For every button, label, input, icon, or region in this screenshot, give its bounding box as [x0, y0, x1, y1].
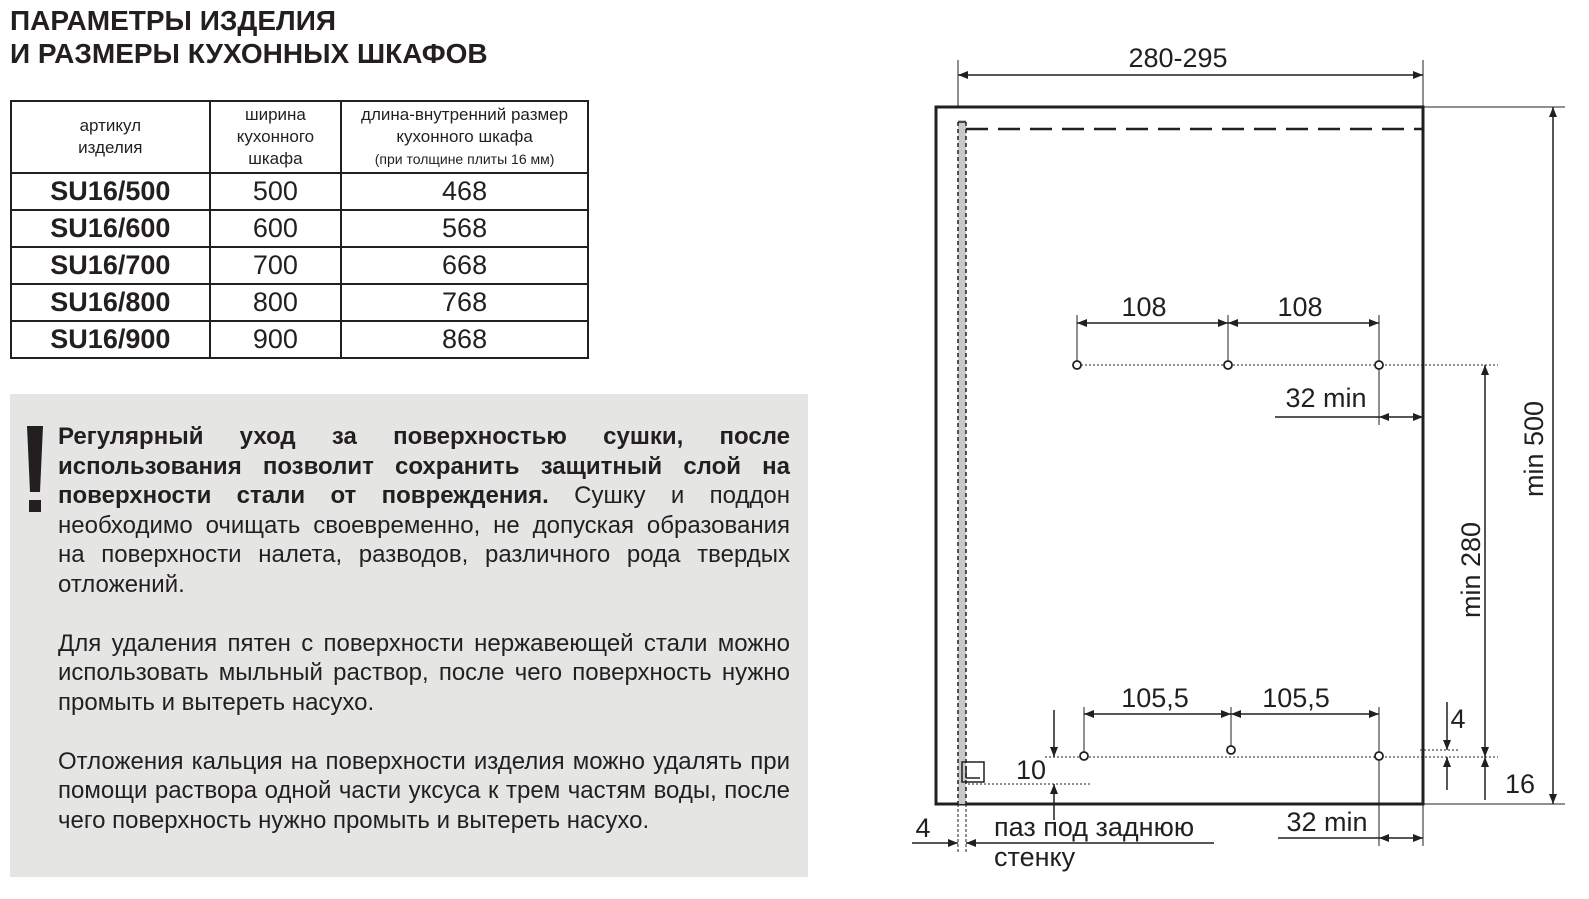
header-inner-size: длина-внутренний размер кухонного шкафа (при толщине плиты 16 мм): [341, 101, 588, 173]
header-article: артикул изделия: [11, 101, 210, 173]
cell-article: SU16/800: [11, 284, 210, 321]
cell-width: 600: [210, 210, 341, 247]
cell-article: SU16/700: [11, 247, 210, 284]
hole-marker: [1227, 746, 1235, 754]
note-paragraph-2: Для удаления пятен с поверхности нержавеющей стали можно использовать мыльный раствор, после чего поверхность нужно промыть и вытереть насухо.: [58, 629, 790, 716]
cell-inner: 568: [341, 210, 588, 247]
cell-width: 900: [210, 321, 341, 358]
dim-upper-right-label: 108: [1277, 292, 1323, 322]
dim-upper-left-label: 108: [1121, 292, 1167, 322]
hole-marker: [1375, 361, 1383, 369]
cell-inner: 868: [341, 321, 588, 358]
note-rest-text: Сушку и поддон необходимо очищать своевременно, не допуская образования на поверхности налета, разводов, различного рода твердых отложений.: [58, 482, 790, 598]
cell-width: 700: [210, 247, 341, 284]
title-line-2: И РАЗМЕРЫ КУХОННЫХ ШКАФОВ: [10, 38, 488, 69]
cell-width: 500: [210, 173, 341, 210]
hole-marker: [1080, 752, 1088, 760]
title-line-1: ПАРАМЕТРЫ ИЗДЕЛИЯ: [10, 5, 336, 36]
dim-4-right-label: 4: [1450, 704, 1466, 734]
cell-article: SU16/600: [11, 210, 210, 247]
dim-lower-min-label: 32 min: [1286, 807, 1368, 837]
dim-4-left-label: 4: [915, 813, 931, 843]
dim-lower-left-label: 105,5: [1121, 683, 1189, 713]
back-panel-groove: [958, 120, 966, 804]
groove-label-line1: паз под заднюю: [994, 812, 1195, 842]
cell-inner: 768: [341, 284, 588, 321]
hole-marker: [1375, 752, 1383, 760]
cell-article: SU16/900: [11, 321, 210, 358]
note-paragraph-3: Отложения кальция на поверхности изделия можно удалять при помощи раствора одной части уксуса к трем частям воды, после чего поверхность нужно промыть и вытереть насухо.: [58, 747, 790, 834]
note-bold-text: Регулярный уход за поверхностью сушки, после использования позволит сохранить защитный слой на поверхности стали от повреждения.: [58, 423, 790, 509]
hole-marker: [1224, 361, 1232, 369]
dim-upper-min-label: 32 min: [1285, 383, 1367, 413]
cell-article: SU16/500: [11, 173, 210, 210]
dim-width-label: 280-295: [1128, 43, 1228, 73]
dim-lower-right-label: 105,5: [1262, 683, 1330, 713]
dim-10-label: 10: [1015, 755, 1047, 785]
cell-width: 800: [210, 284, 341, 321]
hole-marker: [1073, 361, 1081, 369]
dim-total-height-label: min 500: [1519, 400, 1549, 498]
dim-inner-height-label: min 280: [1456, 521, 1486, 619]
cell-inner: 668: [341, 247, 588, 284]
dim-16-label: 16: [1504, 769, 1536, 799]
groove-label-line2: стенку: [994, 842, 1076, 872]
cell-inner: 468: [341, 173, 588, 210]
header-cabinet-width: ширина кухонного шкафа: [210, 101, 341, 173]
